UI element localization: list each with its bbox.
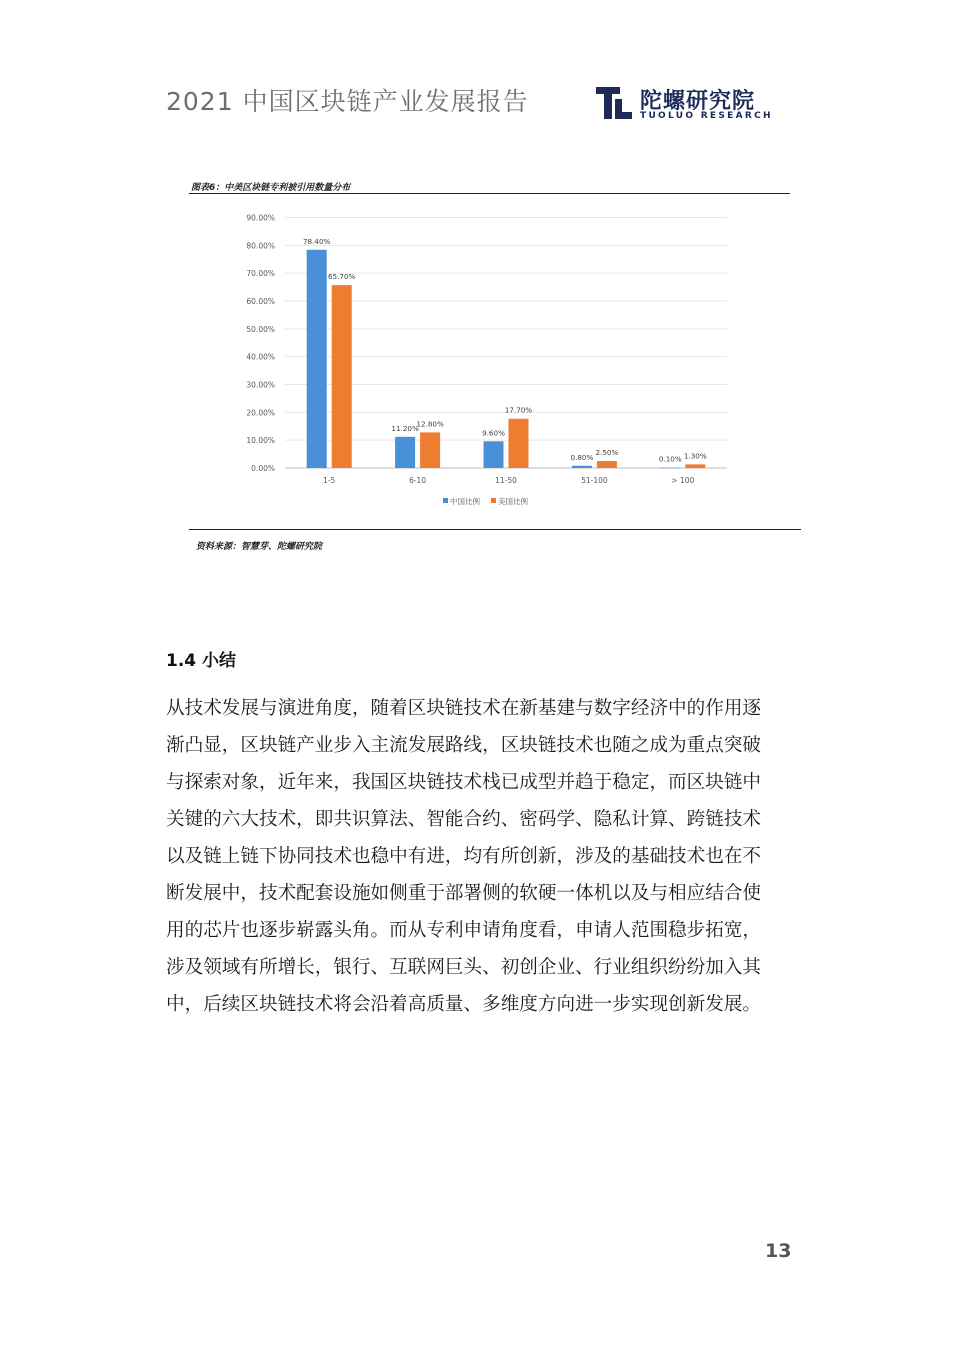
figure-source: 资料来源：智慧芽、陀螺研究院	[196, 542, 323, 552]
x-tick-label: 11-50	[495, 476, 517, 485]
bar-china	[484, 441, 504, 468]
y-tick-label: 10.00%	[246, 436, 275, 446]
data-label: 12.80%	[416, 419, 444, 429]
bar-china	[395, 437, 415, 468]
body-line: 用的芯片也逐步崭露头角。而从专利申请角度看，申请人范围稳步拓宽，	[166, 920, 762, 941]
data-label: 9.60%	[482, 428, 505, 438]
figure-caption: 图表6：中美区块链专利被引用数量分布	[191, 183, 351, 193]
legend-swatch	[443, 498, 448, 503]
data-label: 17.70%	[504, 405, 533, 415]
document-title: 2021 中国区块链产业发展报告	[166, 87, 529, 116]
bar-usa	[597, 461, 617, 468]
x-tick-label: > 100	[671, 476, 695, 485]
patent-citation-bar-chart	[0, 0, 955, 560]
body-line: 以及链上链下协同技术也稳中有进，均有所创新，涉及的基础技术也在不	[166, 846, 762, 867]
bar-china	[660, 468, 680, 469]
y-tick-label: 30.00%	[246, 380, 275, 390]
legend-label: 美国比例	[498, 497, 528, 506]
y-tick-label: 70.00%	[246, 269, 275, 279]
body-line: 与探索对象，近年来，我国区块链技术栈已成型并趋于稳定，而区块链中	[166, 772, 762, 793]
y-tick-label: 20.00%	[246, 408, 275, 418]
section-heading: 1.4 小结	[166, 651, 237, 671]
bar-china	[572, 466, 592, 468]
bar-usa	[332, 285, 352, 468]
data-label: 1.30%	[683, 451, 707, 461]
bar-usa	[685, 464, 705, 468]
x-tick-label: 51-100	[581, 476, 608, 485]
body-line: 断发展中，技术配套设施如侧重于部署侧的软硬一体机以及与相应结合使	[166, 883, 762, 904]
y-tick-label: 80.00%	[246, 241, 275, 251]
bar-usa	[509, 419, 529, 468]
data-label: 11.20%	[391, 423, 419, 433]
y-tick-label: 90.00%	[246, 213, 275, 223]
body-line: 关键的六大技术，即共识算法、智能合约、密码学、隐私计算、跨链技术	[166, 809, 762, 830]
logo-text-en: TUOLUO RESEARCH	[640, 111, 773, 121]
figure-bottom-rule	[189, 529, 801, 530]
data-label: 2.50%	[595, 448, 619, 458]
logo-text-cn: 陀螺研究院	[640, 89, 756, 114]
y-tick-label: 60.00%	[246, 297, 275, 306]
bar-china	[307, 250, 327, 468]
x-tick-label: 6-10	[409, 476, 427, 485]
bar-usa	[420, 432, 440, 468]
x-tick-label: 1-5	[323, 476, 336, 485]
body-line: 中，后续区块链技术将会沿着高质量、多维度方向进一步实现创新发展。	[166, 994, 762, 1015]
body-line: 涉及领域有所增长，银行、互联网巨头、初创企业、行业组织纷纷加入其	[166, 957, 762, 978]
data-label: 65.70%	[327, 272, 356, 282]
legend-swatch	[491, 498, 496, 503]
page-number: 13	[765, 1240, 792, 1262]
section-body	[166, 690, 796, 1023]
data-label: 78.40%	[302, 236, 331, 246]
y-tick-label: 40.00%	[246, 352, 275, 362]
body-line: 渐凸显，区块链产业步入主流发展路线，区块链技术也随之成为重点突破	[166, 735, 762, 756]
y-tick-label: 50.00%	[246, 324, 275, 334]
y-tick-label: 0.00%	[251, 464, 275, 473]
legend-label: 中国比例	[450, 497, 480, 506]
body-line: 从技术发展与演进角度，随着区块链技术在新基建与数字经济中的作用逐	[166, 698, 762, 719]
data-label: 0.80%	[570, 452, 594, 462]
data-label: 0.10%	[658, 454, 682, 464]
